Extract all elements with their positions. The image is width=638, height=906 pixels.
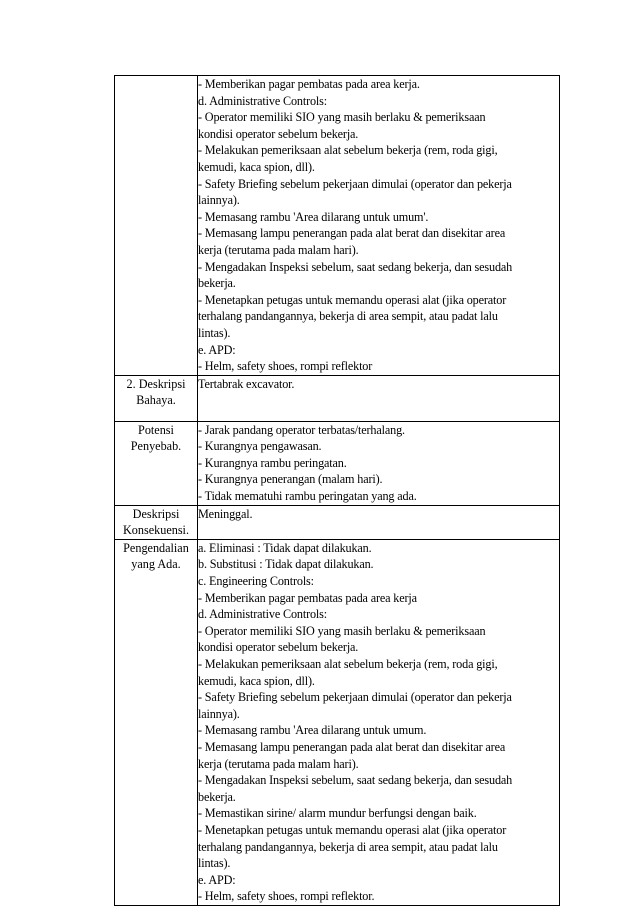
row-content-line: kerja (terutama pada malam hari). — [198, 756, 359, 771]
row-content-line: - Melakukan pemeriksaan alat sebelum bekerja (rem, roda gigi, — [198, 143, 498, 158]
row-label-cell — [115, 505, 198, 539]
row-label-cell — [115, 421, 198, 505]
row-content-line: bekerja. — [198, 276, 236, 291]
row-label-line: Penyebab. — [130, 439, 182, 454]
row-label-line: Deskripsi — [132, 506, 180, 521]
row-content-line: lintas). — [198, 856, 231, 871]
row-content-line: - Memasang lampu penerangan pada alat berat dan disekitar area — [198, 739, 506, 754]
row-content-cell — [198, 539, 560, 905]
row-content-line: - Operator memiliki SIO yang masih berlaku & pemeriksaan — [198, 110, 486, 125]
row-content-line: - Helm, safety shoes, rompi reflektor — [198, 359, 373, 374]
row-content-line: - Menetapkan petugas untuk memandu operasi alat (jika operator — [198, 822, 507, 837]
row-content-line: - Jarak pandang operator terbatas/terhalang. — [198, 422, 405, 437]
row-content-line: kemudi, kaca spion, dll). — [198, 159, 315, 174]
table-row — [115, 76, 560, 376]
row-content-line: - Memberikan pagar pembatas pada area kerja — [198, 590, 417, 605]
row-content-line: - Safety Briefing sebelum pekerjaan dimulai (operator dan pekerja — [198, 176, 512, 191]
row-content-line: d. Administrative Controls: — [198, 607, 327, 622]
row-label-line: Pengendalian — [123, 540, 189, 555]
row-content-line: - Memasang lampu penerangan pada alat berat dan disekitar area — [198, 226, 506, 241]
row-content-line: - Kurangnya penerangan (malam hari). — [198, 472, 383, 487]
row-content-line: e. APD: — [198, 872, 236, 887]
row-content-cell — [198, 76, 560, 376]
row-content-line: lainnya). — [198, 706, 240, 721]
row-label-line: yang Ada. — [131, 557, 181, 572]
table-row — [115, 375, 560, 421]
row-content-line: - Memasang rambu 'Area dilarang untuk umum'. — [198, 209, 429, 224]
row-content-line: - Memberikan pagar pembatas pada area kerja. — [198, 77, 420, 91]
row-content-line: - Melakukan pemeriksaan alat sebelum bekerja (rem, roda gigi, — [198, 657, 498, 671]
row-label-line: Bahaya. — [136, 393, 176, 408]
row-content-cell — [198, 505, 560, 539]
row-content-line: kondisi operator sebelum bekerja. — [198, 126, 359, 141]
row-content-line: - Kurangnya rambu peringatan. — [198, 455, 347, 470]
row-content-line: kerja (terutama pada malam hari). — [198, 242, 359, 257]
row-content-line: b. Substitusi : Tidak dapat dilakukan. — [198, 557, 374, 572]
row-content-line: e. APD: — [198, 342, 236, 357]
row-content-line: - Mengadakan Inspeksi sebelum, saat sedang bekerja, dan sesudah — [198, 773, 513, 788]
row-label-line: Potensi — [138, 422, 174, 437]
risk-assessment-table — [114, 75, 560, 906]
row-content-line: c. Engineering Controls: — [198, 574, 314, 589]
row-content-line: bekerja. — [198, 789, 236, 804]
row-content-line: Tertabrak excavator. — [198, 376, 295, 391]
row-content-line: lintas). — [198, 325, 231, 340]
row-label-cell — [115, 375, 198, 421]
row-content-line: kemudi, kaca spion, dll). — [198, 673, 315, 688]
table-row — [115, 421, 560, 505]
row-content-line: - Tidak mematuhi rambu peringatan yang ada. — [198, 489, 417, 504]
row-label-cell — [115, 76, 198, 376]
row-content-line: terhalang pandangannya, bekerja di area sempit, atau padat lalu — [198, 839, 498, 854]
row-content-line: a. Eliminasi : Tidak dapat dilakukan. — [198, 540, 372, 555]
row-content-line: - Operator memiliki SIO yang masih berlaku & pemeriksaan — [198, 623, 486, 638]
row-label-line: 2. Deskripsi — [126, 376, 186, 391]
row-content-line: - Helm, safety shoes, rompi reflektor. — [198, 889, 375, 904]
row-label-line: Konsekuensi. — [122, 523, 189, 538]
row-content-line: Meninggal. — [198, 506, 253, 521]
row-label-cell — [115, 539, 198, 905]
row-content-line: lainnya). — [198, 193, 240, 208]
row-content-line: - Memastikan sirine/ alarm mundur berfungsi dengan baik. — [198, 806, 477, 821]
row-content-cell — [198, 375, 560, 421]
row-content-line: - Memasang rambu 'Area dilarang untuk umum. — [198, 723, 427, 738]
table-row — [115, 539, 560, 905]
row-content-line: terhalang pandangannya, bekerja di area sempit, atau padat lalu — [198, 309, 498, 324]
row-content-line: kondisi operator sebelum bekerja. — [198, 640, 359, 655]
row-content-line: - Kurangnya pengawasan. — [198, 439, 322, 454]
row-content-line: - Menetapkan petugas untuk memandu operasi alat (jika operator — [198, 292, 507, 307]
table-row — [115, 505, 560, 539]
row-content-line: - Mengadakan Inspeksi sebelum, saat sedang bekerja, dan sesudah — [198, 259, 513, 274]
row-content-line: - Safety Briefing sebelum pekerjaan dimulai (operator dan pekerja — [198, 690, 512, 705]
row-content-line: d. Administrative Controls: — [198, 93, 327, 108]
row-content-cell — [198, 421, 560, 505]
